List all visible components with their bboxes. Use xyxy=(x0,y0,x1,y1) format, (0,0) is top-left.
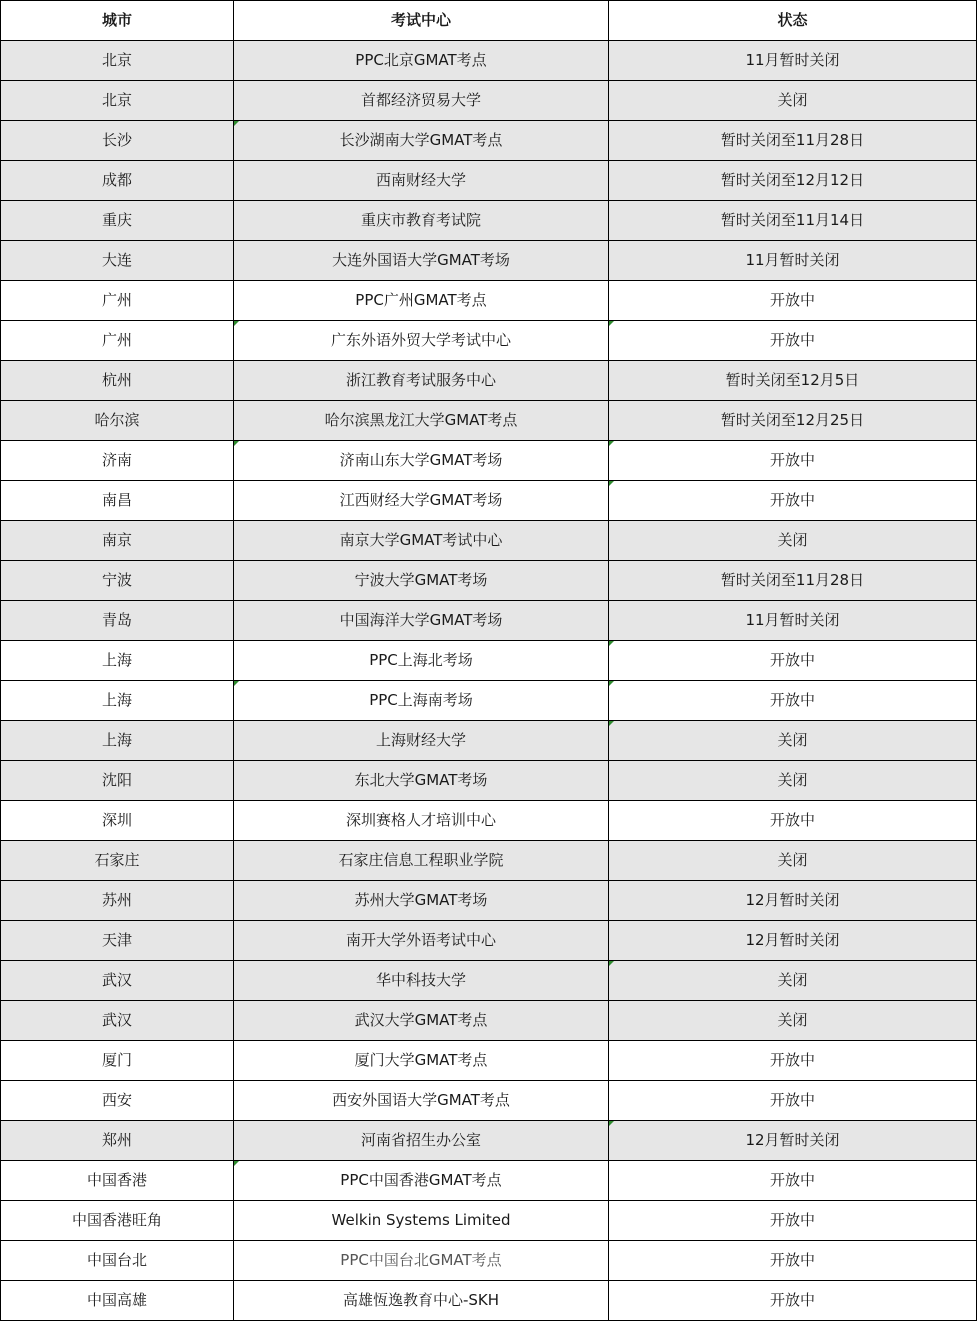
cell-test-center: Welkin Systems Limited xyxy=(234,1201,609,1241)
table-row xyxy=(1,961,977,1001)
cell-status: 关闭 xyxy=(609,81,977,121)
table-row xyxy=(1,121,977,161)
cell-status: 关闭 xyxy=(609,841,977,881)
table-row xyxy=(1,921,977,961)
cell-status: 开放中 xyxy=(609,681,977,721)
cell-test-center: 深圳赛格人才培训中心 xyxy=(234,801,609,841)
cell-test-center: PPC广州GMAT考点 xyxy=(234,281,609,321)
table-row xyxy=(1,1121,977,1161)
cell-test-center: PPC中国香港GMAT考点 xyxy=(234,1161,609,1201)
cell-status: 11月暂时关闭 xyxy=(609,41,977,81)
cell-city: 上海 xyxy=(1,681,234,721)
cell-status: 暂时关闭至11月14日 xyxy=(609,201,977,241)
table-row xyxy=(1,681,977,721)
cell-status: 开放中 xyxy=(609,281,977,321)
cell-city: 中国台北 xyxy=(1,1241,234,1281)
cell-city: 青岛 xyxy=(1,601,234,641)
cell-status: 关闭 xyxy=(609,1001,977,1041)
cell-test-center: 大连外国语大学GMAT考场 xyxy=(234,241,609,281)
cell-city: 济南 xyxy=(1,441,234,481)
cell-city: 哈尔滨 xyxy=(1,401,234,441)
cell-city: 南京 xyxy=(1,521,234,561)
cell-test-center: PPC上海南考场 xyxy=(234,681,609,721)
cell-status: 开放中 xyxy=(609,801,977,841)
cell-status: 开放中 xyxy=(609,321,977,361)
cell-city: 厦门 xyxy=(1,1041,234,1081)
table-body xyxy=(1,41,977,1321)
cell-test-center: 长沙湖南大学GMAT考点 xyxy=(234,121,609,161)
cell-status: 暂时关闭至12月5日 xyxy=(609,361,977,401)
table-row xyxy=(1,481,977,521)
cell-city: 南昌 xyxy=(1,481,234,521)
cell-test-center: 西安外国语大学GMAT考点 xyxy=(234,1081,609,1121)
cell-status: 开放中 xyxy=(609,1281,977,1321)
cell-status: 开放中 xyxy=(609,481,977,521)
cell-city: 郑州 xyxy=(1,1121,234,1161)
table-row xyxy=(1,881,977,921)
table-row xyxy=(1,281,977,321)
cell-test-center: 苏州大学GMAT考场 xyxy=(234,881,609,921)
cell-city: 武汉 xyxy=(1,1001,234,1041)
cell-city: 重庆 xyxy=(1,201,234,241)
cell-status: 暂时关闭至12月25日 xyxy=(609,401,977,441)
cell-test-center: 浙江教育考试服务中心 xyxy=(234,361,609,401)
cell-status: 11月暂时关闭 xyxy=(609,241,977,281)
cell-test-center: PPC北京GMAT考点 xyxy=(234,41,609,81)
cell-status: 12月暂时关闭 xyxy=(609,1121,977,1161)
table-row xyxy=(1,761,977,801)
cell-city: 杭州 xyxy=(1,361,234,401)
cell-test-center: 石家庄信息工程职业学院 xyxy=(234,841,609,881)
cell-city: 苏州 xyxy=(1,881,234,921)
cell-status: 关闭 xyxy=(609,521,977,561)
cell-test-center: PPC中国台北GMAT考点 xyxy=(234,1241,609,1281)
cell-status: 开放中 xyxy=(609,441,977,481)
cell-city: 广州 xyxy=(1,321,234,361)
cell-test-center: 河南省招生办公室 xyxy=(234,1121,609,1161)
cell-test-center: 上海财经大学 xyxy=(234,721,609,761)
table-row xyxy=(1,1081,977,1121)
cell-test-center: 高雄恆逸教育中心-SKH xyxy=(234,1281,609,1321)
cell-test-center: 济南山东大学GMAT考场 xyxy=(234,441,609,481)
cell-city: 北京 xyxy=(1,41,234,81)
table-row xyxy=(1,161,977,201)
table-row xyxy=(1,641,977,681)
cell-city: 成都 xyxy=(1,161,234,201)
cell-test-center: 江西财经大学GMAT考场 xyxy=(234,481,609,521)
cell-test-center: 西南财经大学 xyxy=(234,161,609,201)
cell-city: 上海 xyxy=(1,641,234,681)
column-header-test-center: 考试中心 xyxy=(234,1,609,41)
cell-city: 武汉 xyxy=(1,961,234,1001)
table-row xyxy=(1,841,977,881)
cell-status: 开放中 xyxy=(609,1241,977,1281)
cell-status: 开放中 xyxy=(609,1081,977,1121)
cell-status: 关闭 xyxy=(609,721,977,761)
cell-status: 开放中 xyxy=(609,1161,977,1201)
cell-test-center: 哈尔滨黑龙江大学GMAT考点 xyxy=(234,401,609,441)
table-row xyxy=(1,601,977,641)
table-row xyxy=(1,361,977,401)
cell-city: 广州 xyxy=(1,281,234,321)
cell-status: 暂时关闭至11月28日 xyxy=(609,121,977,161)
table-row xyxy=(1,561,977,601)
cell-city: 中国香港 xyxy=(1,1161,234,1201)
cell-status: 12月暂时关闭 xyxy=(609,881,977,921)
cell-test-center: PPC上海北考场 xyxy=(234,641,609,681)
cell-status: 12月暂时关闭 xyxy=(609,921,977,961)
table-row xyxy=(1,441,977,481)
cell-test-center: 华中科技大学 xyxy=(234,961,609,1001)
table-row xyxy=(1,1041,977,1081)
cell-test-center: 东北大学GMAT考场 xyxy=(234,761,609,801)
cell-test-center: 武汉大学GMAT考点 xyxy=(234,1001,609,1041)
cell-status: 11月暂时关闭 xyxy=(609,601,977,641)
table-row xyxy=(1,521,977,561)
table-row xyxy=(1,241,977,281)
cell-status: 关闭 xyxy=(609,961,977,1001)
cell-city: 北京 xyxy=(1,81,234,121)
cell-status: 开放中 xyxy=(609,1201,977,1241)
table-row xyxy=(1,81,977,121)
table-row xyxy=(1,1241,977,1281)
cell-test-center: 南京大学GMAT考试中心 xyxy=(234,521,609,561)
table-row xyxy=(1,721,977,761)
cell-test-center: 重庆市教育考试院 xyxy=(234,201,609,241)
cell-city: 西安 xyxy=(1,1081,234,1121)
cell-test-center: 中国海洋大学GMAT考场 xyxy=(234,601,609,641)
cell-city: 沈阳 xyxy=(1,761,234,801)
cell-test-center: 南开大学外语考试中心 xyxy=(234,921,609,961)
cell-city: 天津 xyxy=(1,921,234,961)
header-row xyxy=(1,1,977,41)
table-row xyxy=(1,321,977,361)
cell-status: 关闭 xyxy=(609,761,977,801)
table-row xyxy=(1,1281,977,1321)
table-row xyxy=(1,1001,977,1041)
cell-test-center: 首都经济贸易大学 xyxy=(234,81,609,121)
table-row xyxy=(1,201,977,241)
cell-status: 暂时关闭至12月12日 xyxy=(609,161,977,201)
cell-city: 长沙 xyxy=(1,121,234,161)
table-row xyxy=(1,1201,977,1241)
cell-status: 暂时关闭至11月28日 xyxy=(609,561,977,601)
table-row xyxy=(1,41,977,81)
cell-status: 开放中 xyxy=(609,1041,977,1081)
cell-test-center: 宁波大学GMAT考场 xyxy=(234,561,609,601)
cell-city: 宁波 xyxy=(1,561,234,601)
table-row xyxy=(1,801,977,841)
cell-test-center: 厦门大学GMAT考点 xyxy=(234,1041,609,1081)
cell-city: 中国高雄 xyxy=(1,1281,234,1321)
column-header-city: 城市 xyxy=(1,1,234,41)
column-header-status: 状态 xyxy=(609,1,977,41)
table-row xyxy=(1,401,977,441)
cell-city: 上海 xyxy=(1,721,234,761)
cell-test-center: 广东外语外贸大学考试中心 xyxy=(234,321,609,361)
cell-city: 中国香港旺角 xyxy=(1,1201,234,1241)
cell-status: 开放中 xyxy=(609,641,977,681)
table-row xyxy=(1,1161,977,1201)
cell-city: 大连 xyxy=(1,241,234,281)
cell-city: 石家庄 xyxy=(1,841,234,881)
cell-city: 深圳 xyxy=(1,801,234,841)
